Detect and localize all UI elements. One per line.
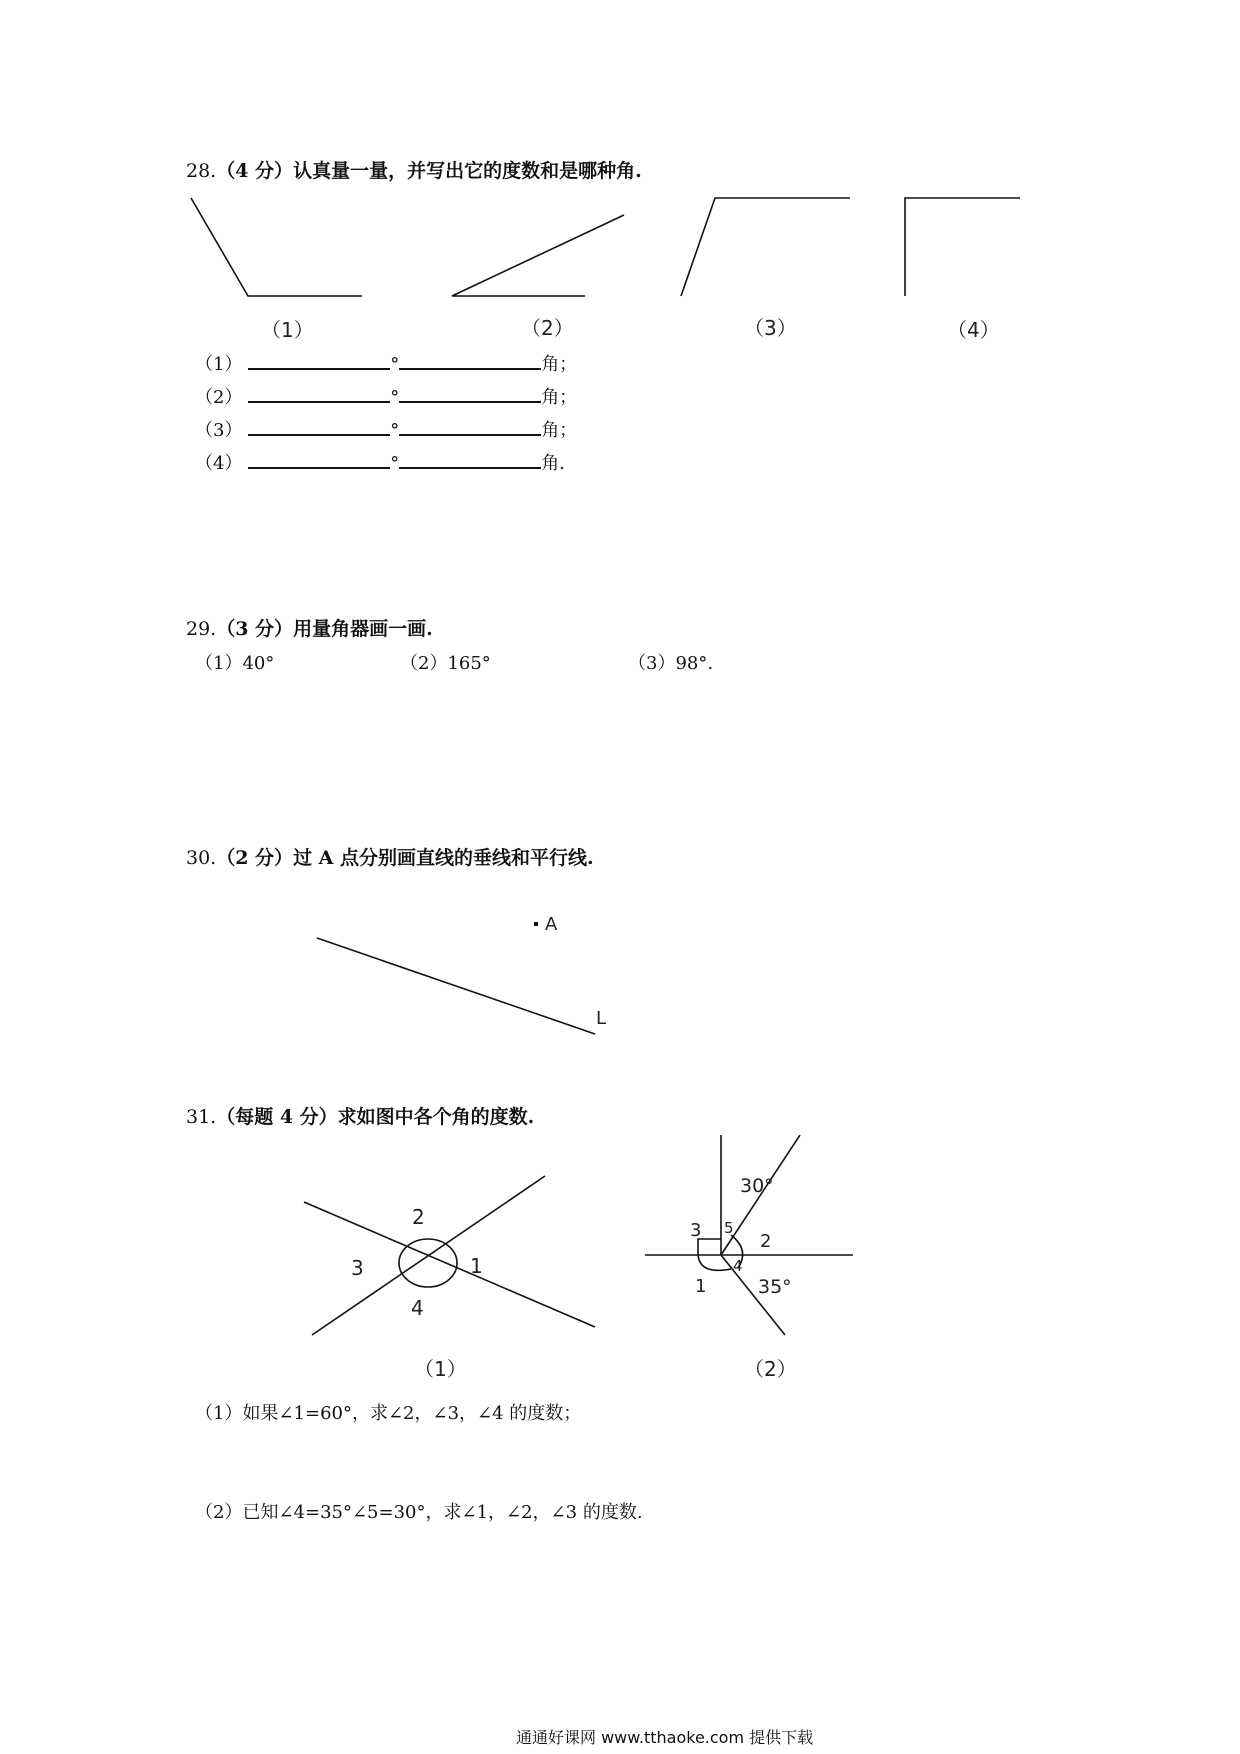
q30-text: 过 A 点分别画直线的垂线和平行线. [293, 847, 594, 869]
q28-number: 28. [186, 160, 217, 182]
answer-row [195, 383, 577, 416]
q29-item-3: （3）98°. [628, 653, 714, 674]
q28-fig-label-1: （1） [261, 318, 314, 342]
degree-sign: ° [390, 453, 400, 474]
fig2-angle-35: 35° [758, 1276, 792, 1298]
q29-text: 用量角器画一画. [293, 618, 433, 640]
q30-number: 30. [186, 847, 217, 869]
q28-angle-figures [0, 185, 1240, 345]
q28-fig-label-4: （4） [947, 318, 1000, 342]
degree-sign: ° [390, 354, 400, 375]
right-angle-marker [698, 1239, 721, 1255]
point-a-label: A [545, 914, 558, 935]
angle-3-figure [681, 198, 850, 296]
q31-figure-1 [290, 1160, 610, 1350]
q30-figure [300, 900, 640, 1040]
q31-title [186, 1102, 534, 1129]
degree-sign: ° [390, 387, 400, 408]
page-footer: 通通好课网 www.tthaoke.com 提供下载 [516, 1728, 814, 1747]
degree-blank[interactable] [248, 416, 390, 436]
q29-title [186, 614, 433, 641]
line-l [317, 938, 595, 1034]
degree-blank[interactable] [248, 350, 390, 370]
answer-row-label: （4） [195, 453, 243, 474]
q31-score: （每题 4 分） [216, 1106, 338, 1128]
answer-row-label: （1） [195, 354, 243, 375]
fig2-angle-2: 2 [760, 1231, 772, 1252]
q31-fig1-caption: （1） [414, 1357, 467, 1381]
angle-type-blank[interactable] [399, 416, 541, 436]
q28-answer-rows [195, 350, 577, 482]
answer-row [195, 350, 577, 383]
q30-score: （2 分） [216, 847, 294, 869]
degree-blank[interactable] [248, 449, 390, 469]
angle-type-blank[interactable] [399, 449, 541, 469]
q31-number: 31. [186, 1106, 217, 1128]
intersecting-line-b [312, 1176, 545, 1335]
fig2-angle-1: 1 [695, 1276, 707, 1297]
point-a [534, 922, 538, 926]
q31-sub-question-1: （1）如果∠1=60°，求∠2，∠3，∠4 的度数； [195, 1403, 582, 1424]
fig2-angle-4: 4 [733, 1257, 743, 1275]
q28-text: 认真量一量，并写出它的度数和是哪种角. [293, 160, 642, 182]
answer-row [195, 416, 577, 449]
q29-score: （3 分） [216, 618, 294, 640]
q28-fig-label-3: （3） [744, 316, 797, 340]
angle-marker-circle [399, 1239, 457, 1287]
fig1-angle-4: 4 [411, 1296, 424, 1320]
degree-blank[interactable] [248, 383, 390, 403]
fig2-angle-30: 30° [740, 1175, 774, 1197]
fig1-angle-2: 2 [412, 1205, 425, 1229]
angle-4-figure [905, 198, 1020, 296]
angle-1-arc [698, 1255, 731, 1270]
angle-type-blank[interactable] [399, 383, 541, 403]
q29-item-2: （2）165° [400, 653, 491, 674]
q31-text: 求如图中各个角的度数. [337, 1106, 535, 1128]
angle-type-blank[interactable] [399, 350, 541, 370]
q28-score: （4 分） [216, 160, 294, 182]
angle-1-figure [191, 198, 362, 296]
answer-row-suffix: 角； [541, 387, 578, 408]
q31-sub-question-2: （2）已知∠4=35°∠5=30°，求∠1，∠2，∠3 的度数. [195, 1502, 643, 1523]
fig2-angle-5: 5 [724, 1219, 734, 1237]
fig1-angle-1: 1 [470, 1254, 483, 1278]
answer-row [195, 449, 577, 482]
fig1-angle-3: 3 [351, 1256, 364, 1280]
answer-row-suffix: 角； [541, 354, 578, 375]
fig2-angle-3: 3 [690, 1220, 702, 1241]
q30-title [186, 843, 594, 870]
intersecting-line-a [304, 1202, 595, 1327]
answer-row-suffix: 角； [541, 420, 578, 441]
angle-2-figure [452, 215, 624, 296]
q28-title [186, 156, 642, 183]
line-l-label: L [596, 1008, 607, 1029]
q31-figure-2 [640, 1135, 860, 1350]
degree-sign: ° [390, 420, 400, 441]
q29-item-1: （1）40° [195, 653, 275, 674]
q29-number: 29. [186, 618, 217, 640]
answer-row-label: （2） [195, 387, 243, 408]
q28-fig-label-2: （2） [521, 316, 574, 340]
answer-row-suffix: 角. [541, 453, 565, 474]
answer-row-label: （3） [195, 420, 243, 441]
q31-fig2-caption: （2） [744, 1357, 797, 1381]
